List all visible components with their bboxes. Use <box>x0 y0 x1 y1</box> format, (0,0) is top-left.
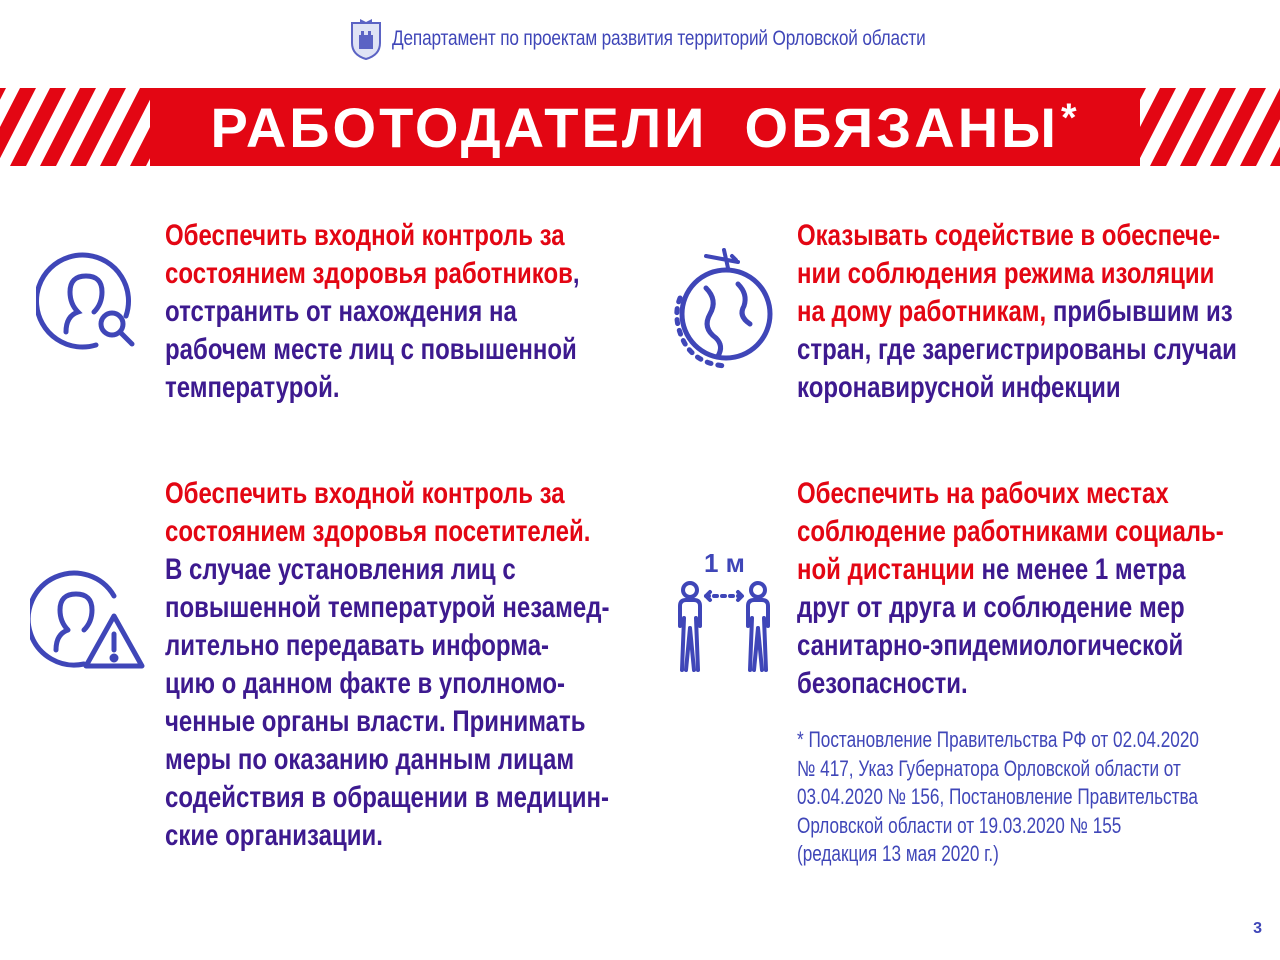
footnote <box>797 726 1199 869</box>
coat-of-arms-icon <box>348 17 384 61</box>
item-text-segment: Обеспечить входной контроль за <box>165 477 565 510</box>
person-search-icon <box>36 250 140 354</box>
item-text-segment: ной дистанции <box>797 553 975 586</box>
banner-title-text: РАБОТОДАТЕЛИ ОБЯЗАНЫ <box>210 95 1059 159</box>
item-line <box>797 293 1237 331</box>
item-text-segment: Обеспечить на рабочих местах <box>797 477 1169 510</box>
page-number: 3 <box>1253 920 1262 937</box>
item-isolation-support <box>797 217 1237 407</box>
item-text-segment: ские организации. <box>165 819 383 852</box>
item-text-segment: ченные органы власти. Принимать <box>165 705 586 738</box>
item-health-control-visitors <box>165 475 609 855</box>
item-line <box>797 513 1224 551</box>
item-line <box>165 369 580 407</box>
item-text-segment: безопасности. <box>797 667 968 700</box>
distance-label: 1 м <box>704 548 745 578</box>
item-line <box>165 513 609 551</box>
footnote-line: № 417, Указ Губернатора Орловской области от <box>797 755 1181 781</box>
item-text-segment: соблюдение работниками социаль- <box>797 515 1224 548</box>
item-line <box>165 741 609 779</box>
footnote-line: (редакция 13 мая 2020 г.) <box>797 841 999 866</box>
item-line <box>165 665 609 703</box>
item-line <box>165 331 580 369</box>
item-line <box>165 627 609 665</box>
item-text-segment: стран, где зарегистрированы случаи <box>797 333 1237 366</box>
item-text-segment: рабочем месте лиц с повышенной <box>165 333 577 366</box>
item-line <box>797 551 1224 589</box>
item-text-segment: Оказывать содействие в обеспече- <box>797 219 1221 252</box>
item-line <box>797 217 1237 255</box>
item-line <box>797 369 1237 407</box>
item-line <box>165 475 609 513</box>
item-text-segment: В случае установления лиц с <box>165 553 516 586</box>
item-line <box>797 255 1237 293</box>
item-text-segment: содействия в обращении в медицин- <box>165 781 609 814</box>
item-text-segment: Обеспечить входной контроль за <box>165 219 565 252</box>
item-line <box>165 589 609 627</box>
item-line <box>165 217 580 255</box>
item-text-segment: повышенной температурой незамед- <box>165 591 610 624</box>
item-text-segment: нии соблюдения режима изоляции <box>797 257 1215 290</box>
item-text-segment: не менее 1 метра <box>974 553 1186 586</box>
item-text-segment: отстранить от нахождения на <box>165 295 517 328</box>
globe-airplane-icon <box>666 238 782 374</box>
item-line <box>165 551 609 589</box>
footnote-line: Орловской области от 19.03.2020 № 155 <box>797 812 1122 838</box>
page-header <box>0 14 1280 64</box>
item-line <box>797 475 1224 513</box>
item-text-segment: друг от друга и соблюдение мер <box>797 591 1185 624</box>
item-text-segment: на дому работникам, <box>797 295 1047 328</box>
department-name: Департамент по проектам развития территорий Орловской области <box>391 27 926 50</box>
item-text-segment: лительно передавать информа- <box>165 629 550 662</box>
item-text-segment: температурой. <box>165 371 340 404</box>
item-line <box>797 627 1224 665</box>
item-line <box>165 293 580 331</box>
footnote-line: 03.04.2020 № 156, Постановление Правительства <box>797 784 1198 809</box>
item-text-segment: состоянием здоровья посетителей. <box>165 515 591 548</box>
item-line <box>797 589 1224 627</box>
footnote-line: * Постановление Правительства РФ от 02.04.2020 <box>797 727 1199 752</box>
item-text-segment: прибывшим из <box>1046 295 1233 328</box>
item-text-segment: коронавирусной инфекции <box>797 371 1121 404</box>
item-social-distance <box>797 475 1224 703</box>
item-line <box>165 817 609 855</box>
person-warning-icon <box>30 566 148 672</box>
item-line <box>165 779 609 817</box>
item-line <box>165 255 580 293</box>
item-text-segment: санитарно-эпидемиологической <box>797 629 1184 662</box>
item-text-segment: состоянием здоровья работников <box>165 257 573 290</box>
banner-title <box>150 88 1140 166</box>
item-text-segment: , <box>572 257 580 290</box>
item-line <box>165 703 609 741</box>
item-text-segment: цию о данном факте в уполномо- <box>165 667 565 700</box>
social-distance-icon <box>666 548 782 678</box>
item-line <box>797 665 1224 703</box>
item-line <box>797 331 1237 369</box>
item-health-control-employees <box>165 217 580 407</box>
banner-asterisk: * <box>1060 96 1080 140</box>
item-text-segment: меры по оказанию данным лицам <box>165 743 575 776</box>
